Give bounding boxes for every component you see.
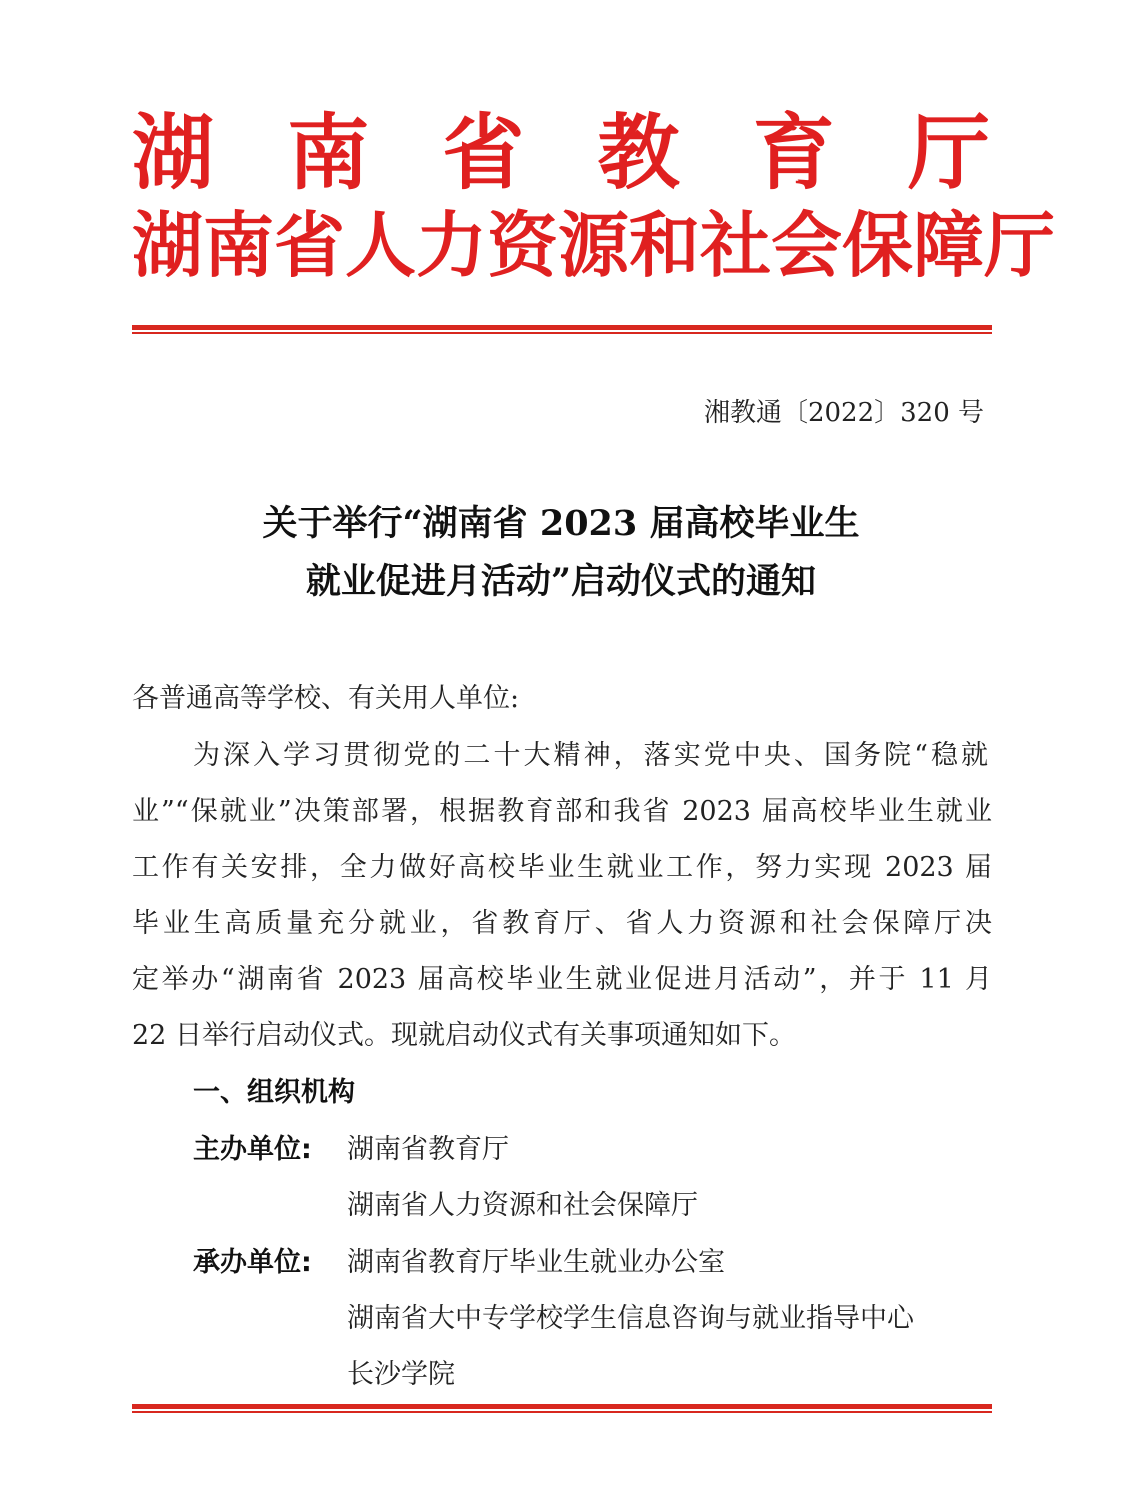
header-divider-thin	[132, 332, 992, 334]
header-char: 育	[752, 105, 835, 201]
section-heading: 一、组织机构	[193, 1077, 355, 1108]
host-unit: 湖南省教育厅	[347, 1134, 509, 1165]
paragraph-line: 毕业生高质量充分就业，省教育厅、省人力资源和社会保障厅决	[132, 908, 992, 939]
footer-divider	[132, 1404, 992, 1409]
header-char: 教	[597, 105, 680, 201]
host-unit: 湖南省人力资源和社会保障厅	[347, 1190, 698, 1221]
footer-divider-thin	[132, 1411, 992, 1413]
paragraph-line: 22 日举行启动仪式。现就启动仪式有关事项通知如下。	[132, 1020, 796, 1051]
paragraph-line: 工作有关安排，全力做好高校毕业生就业工作，努力实现 2023 届	[132, 852, 992, 883]
organizer-unit: 湖南省大中专学校学生信息咨询与就业指导中心	[347, 1303, 914, 1334]
document-title-line-2: 就业促进月活动”启动仪式的通知	[305, 561, 817, 602]
paragraph-line: 定举办“湖南省 2023 届高校毕业生就业促进月活动”，并于 11 月	[132, 964, 992, 995]
document-number: 湘教通〔2022〕320 号	[703, 398, 984, 428]
host-label: 主办单位:	[193, 1134, 312, 1165]
header-agency-2: 湖南省人力资源和社会保障厅	[132, 203, 1056, 287]
organizer-label: 承办单位:	[193, 1247, 312, 1278]
header-char: 厅	[907, 105, 990, 201]
paragraph-line: 为深入学习贯彻党的二十大精神，落实党中央、国务院“稳就	[193, 740, 988, 771]
header-agency-1	[132, 105, 990, 202]
header-char: 省	[442, 105, 525, 201]
organizer-unit: 湖南省教育厅毕业生就业办公室	[347, 1247, 725, 1278]
paragraph-line: 业”“保就业”决策部署，根据教育部和我省 2023 届高校毕业生就业	[132, 796, 992, 827]
header-char: 南	[287, 105, 370, 201]
header-divider	[132, 325, 992, 330]
header-char: 湖	[132, 105, 215, 201]
salutation: 各普通高等学校、有关用人单位:	[132, 683, 520, 714]
document-title-line-1: 关于举行“湖南省 2023 届高校毕业生	[262, 503, 860, 544]
organizer-unit: 长沙学院	[347, 1359, 455, 1390]
